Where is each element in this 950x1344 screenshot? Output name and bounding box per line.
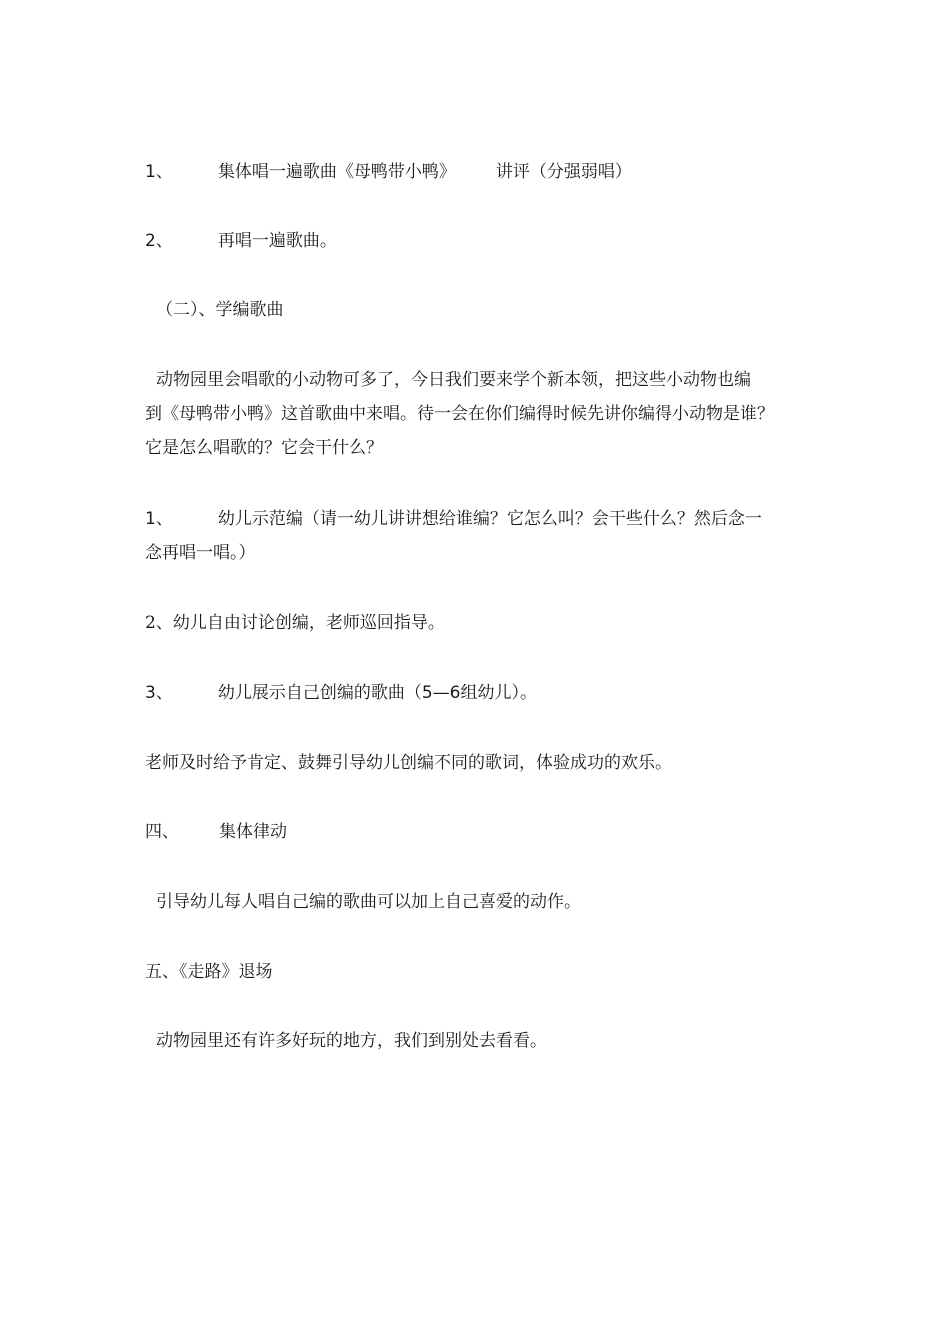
paragraph-text: 老师及时给予肯定、鼓舞引导幼儿创编不同的歌词，体验成功的欢乐。 xyxy=(145,753,672,773)
heading-text: （二）、学编歌曲 xyxy=(156,300,284,320)
paragraph-guide xyxy=(145,885,825,919)
paragraph-text: 引导幼儿每人唱自己编的歌曲可以加上自己喜爱的动作。 xyxy=(156,892,581,912)
paragraph-line: 到《母鸭带小鸭》这首歌曲中来唱。待一会在你们编得时候先讲你编得小动物是谁？ xyxy=(145,404,774,424)
section-five xyxy=(145,955,825,989)
paragraph-text: 2、幼儿自由讨论创编，老师巡回指导。 xyxy=(145,613,445,633)
section-four xyxy=(145,815,825,849)
paragraph-text: 幼儿展示自己创编的歌曲（ xyxy=(217,683,422,703)
paragraph-line: 动物园里会唱歌的小动物可多了，今日我们要来学个新本领，把这些小动物也编 xyxy=(156,370,751,390)
paragraph-text: 动物园里还有许多好玩的地方，我们到别处去看看。 xyxy=(156,1031,547,1051)
list-marker: 1、 xyxy=(145,509,173,529)
section-heading xyxy=(145,293,825,327)
paragraph-line: 1、 幼儿示范编（请一幼儿讲讲想给谁编？它怎么叫？会干些什么？然后念一 xyxy=(145,509,762,529)
paragraph-text-end: 组幼儿）。 xyxy=(460,683,537,703)
paragraph-line: 念再唱一唱。） xyxy=(145,543,256,563)
paragraph-show xyxy=(145,676,825,710)
paragraph-closing xyxy=(145,1024,825,1058)
paragraph-2 xyxy=(145,224,825,258)
list-marker: 1、 xyxy=(145,162,173,182)
paragraph-extra: 讲评（分强弱唱） xyxy=(495,162,632,182)
list-marker: 2、 xyxy=(145,231,173,251)
paragraph-demo xyxy=(145,502,825,570)
paragraph-discuss xyxy=(145,606,825,640)
paragraph-intro xyxy=(145,363,825,465)
section-marker: 四、 xyxy=(145,822,179,842)
paragraph-line: 它是怎么唱歌的？它会干什么？ xyxy=(145,438,383,458)
heading-text: 五、《走路》退场 xyxy=(145,962,273,982)
group-range: 5—6 xyxy=(421,683,461,703)
paragraph-teacher xyxy=(145,746,825,780)
list-marker: 3、 xyxy=(145,683,173,703)
paragraph-1 xyxy=(145,155,825,189)
heading-text: 集体律动 xyxy=(219,822,287,842)
paragraph-text: 集体唱一遍歌曲《母鸭带小鸭》 xyxy=(217,162,456,182)
paragraph-text: 再唱一遍歌曲。 xyxy=(217,231,337,251)
